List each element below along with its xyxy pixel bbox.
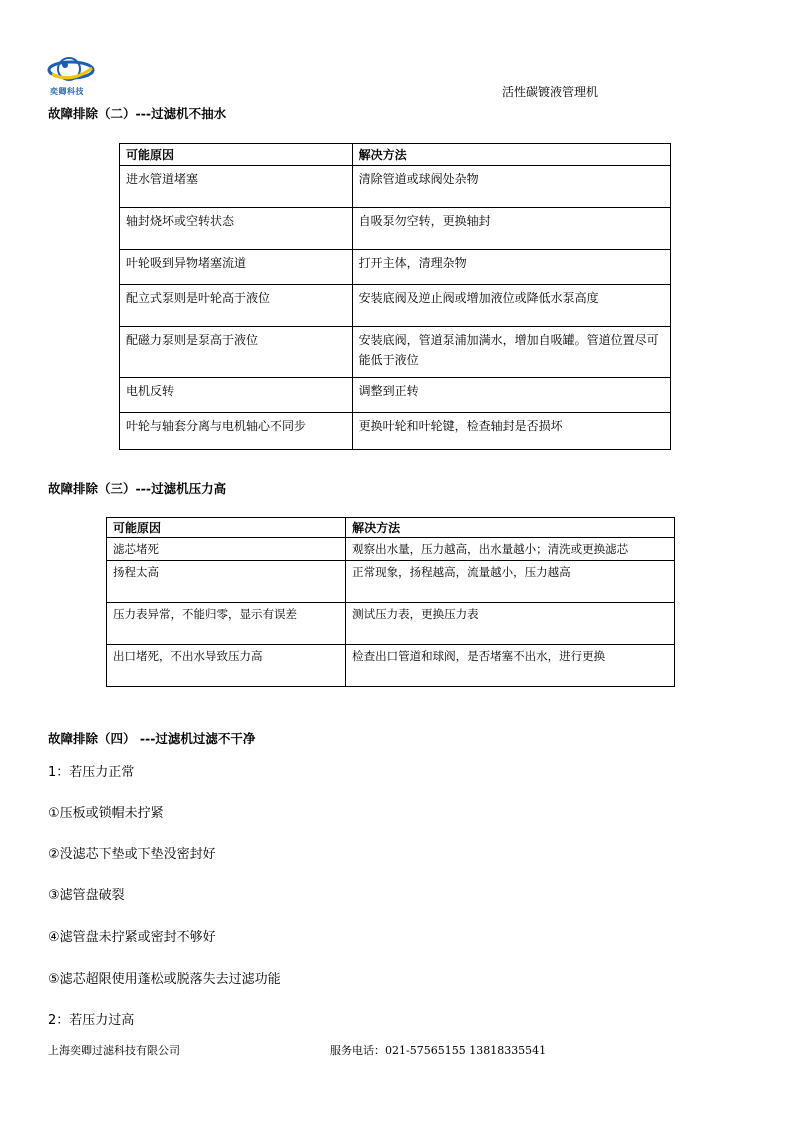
table-row <box>107 538 675 561</box>
cause-cell: 叶轮与轴套分离与电机轴心不同步 <box>120 413 353 450</box>
table-row <box>107 645 675 687</box>
col-solution-header: 解决方法 <box>346 518 675 538</box>
table-row <box>120 208 671 250</box>
list-item: ①压板或锁帽未拧紧 <box>48 806 164 821</box>
table-row <box>120 166 671 208</box>
condition-high-pressure: 2：若压力过高 <box>48 1013 135 1028</box>
table-header-row <box>120 144 671 166</box>
logo-text: 奕卿科技 <box>50 87 84 96</box>
solution-cell: 更换叶轮和叶轮键，检查轴封是否损坏 <box>352 413 670 450</box>
table-row <box>120 327 671 378</box>
table-row <box>120 250 671 285</box>
cause-cell: 叶轮吸到异物堵塞流道 <box>120 250 353 285</box>
cause-cell: 电机反转 <box>120 378 353 413</box>
solution-cell: 调整到正转 <box>352 378 670 413</box>
cause-cell: 进水管道堵塞 <box>120 166 353 208</box>
cause-cell: 滤芯堵死 <box>107 538 346 561</box>
list-item: ③滤管盘破裂 <box>48 888 125 903</box>
solution-cell: 清除管道或球阀处杂物 <box>352 166 670 208</box>
solution-cell: 测试压力表，更换压力表 <box>346 603 675 645</box>
cause-cell: 配立式泵则是叶轮高于液位 <box>120 285 353 327</box>
table-header-row <box>107 518 675 538</box>
footer-company: 上海奕卿过滤科技有限公司 <box>48 1044 180 1057</box>
cause-cell: 扬程太高 <box>107 561 346 603</box>
cause-cell: 出口堵死，不出水导致压力高 <box>107 645 346 687</box>
cause-cell: 配磁力泵则是泵高于液位 <box>120 327 353 378</box>
solution-cell: 安装底阀，管道泵浦加满水，增加自吸罐。管道位置尽可能低于液位 <box>352 327 670 378</box>
solution-cell: 打开主体，清理杂物 <box>352 250 670 285</box>
footer-service-phone: 服务电话：021-57565155 13818335541 <box>330 1044 547 1057</box>
solution-cell: 检查出口管道和球阀，是否堵塞不出水，进行更换 <box>346 645 675 687</box>
section3-title: 故障排除（三）---过滤机压力高 <box>48 481 227 496</box>
list-item: ④滤管盘未拧紧或密封不够好 <box>48 930 216 945</box>
section4-title: 故障排除（四） ---过滤机过滤不干净 <box>48 731 256 746</box>
solution-cell: 正常现象，扬程越高，流量越小，压力越高 <box>346 561 675 603</box>
cause-cell: 压力表异常，不能归零，显示有误差 <box>107 603 346 645</box>
section2-title: 故障排除（二）---过滤机不抽水 <box>48 106 227 121</box>
col-cause-header: 可能原因 <box>120 144 353 166</box>
col-cause-header: 可能原因 <box>107 518 346 538</box>
table-row <box>107 603 675 645</box>
table-row <box>120 413 671 450</box>
document-title: 活性碳镀液管理机 <box>502 85 599 99</box>
table-row <box>107 561 675 603</box>
list-item: ⑤滤芯超限使用蓬松或脱落失去过滤功能 <box>48 972 281 987</box>
condition-normal-pressure: 1：若压力正常 <box>48 765 135 780</box>
solution-cell: 自吸泵勿空转，更换轴封 <box>352 208 670 250</box>
solution-cell: 安装底阀及逆止阀或增加液位或降低水泵高度 <box>352 285 670 327</box>
cause-cell: 轴封烧坏或空转状态 <box>120 208 353 250</box>
list-item: ②没滤芯下垫或下垫没密封好 <box>48 847 216 862</box>
col-solution-header: 解决方法 <box>352 144 670 166</box>
table-row <box>120 285 671 327</box>
table-row <box>120 378 671 413</box>
section2-table <box>119 143 671 450</box>
solution-cell: 观察出水量，压力越高，出水量越小；清洗或更换滤芯 <box>346 538 675 561</box>
section3-table <box>106 517 675 687</box>
